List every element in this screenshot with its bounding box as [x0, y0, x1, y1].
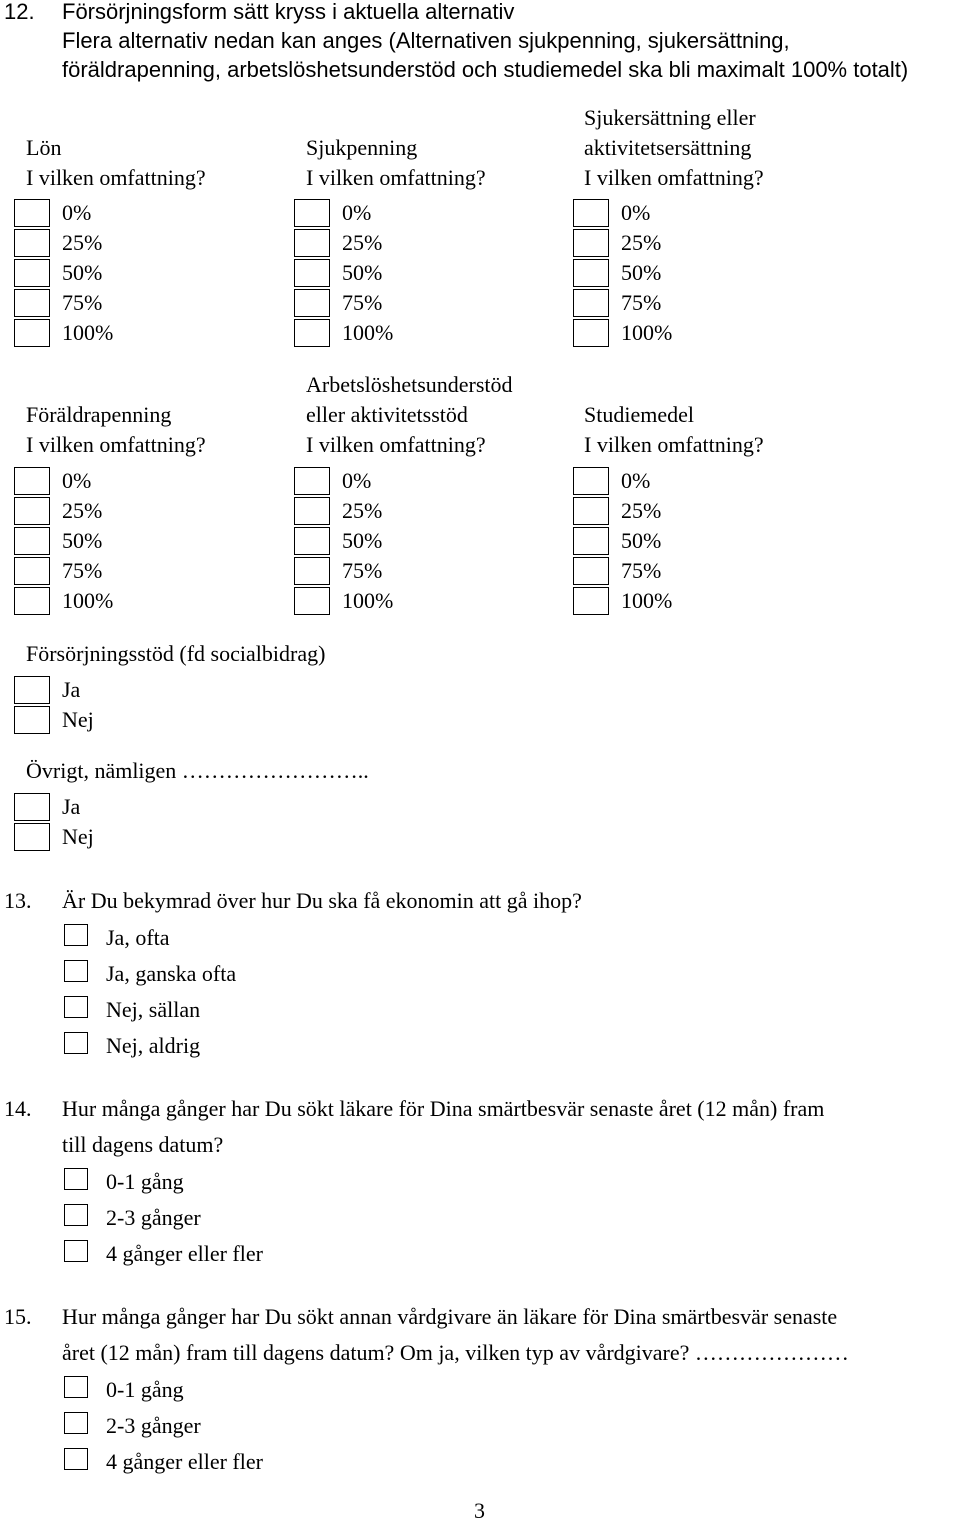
checkbox[interactable] — [14, 587, 50, 615]
option-label: 100% — [342, 588, 394, 613]
checkbox[interactable] — [14, 199, 50, 227]
checkbox[interactable] — [294, 497, 330, 525]
group-sjukpenning-question: I vilken omfattning? — [306, 165, 486, 190]
option-label: 75% — [621, 290, 662, 315]
checkbox[interactable] — [294, 587, 330, 615]
option-label: 25% — [342, 230, 383, 255]
option-label: 0-1 gång — [106, 1169, 184, 1194]
checkbox[interactable] — [64, 1240, 88, 1262]
q12-title: Försörjningsform sätt kryss i aktuella alternativ — [62, 0, 515, 24]
option-label: 4 gånger eller fler — [106, 1449, 263, 1474]
option-label: Nej — [62, 707, 94, 732]
option-label: 25% — [62, 498, 103, 523]
checkbox[interactable] — [294, 319, 330, 347]
checkbox[interactable] — [14, 823, 50, 851]
option-label: 75% — [62, 290, 103, 315]
q12-note-line2: föräldrapenning, arbetslöshetsunderstöd och studiemedel ska bli maximalt 100% totalt) — [62, 57, 909, 82]
option-label: 0% — [62, 468, 92, 493]
group-arbetsloshet-question: I vilken omfattning? — [306, 432, 486, 457]
group-studiemedel-question: I vilken omfattning? — [584, 432, 764, 457]
checkbox[interactable] — [14, 319, 50, 347]
q15-number: 15. — [4, 1304, 32, 1329]
checkbox[interactable] — [573, 497, 609, 525]
checkbox[interactable] — [64, 1204, 88, 1226]
option-label: Ja — [62, 677, 81, 702]
q12-note-line1: Flera alternativ nedan kan anges (Alternativen sjukpenning, sjukersättning, — [62, 28, 790, 53]
option-label: Ja, ofta — [106, 925, 170, 950]
option-label: 100% — [621, 320, 673, 345]
checkbox[interactable] — [294, 229, 330, 257]
option-label: Ja, ganska ofta — [106, 961, 237, 986]
group-foraldrapenning-question: I vilken omfattning? — [26, 432, 206, 457]
checkbox[interactable] — [14, 259, 50, 287]
option-label: 50% — [62, 260, 103, 285]
checkbox[interactable] — [64, 924, 88, 946]
option-label: 25% — [62, 230, 103, 255]
option-label: 25% — [621, 230, 662, 255]
checkbox[interactable] — [573, 259, 609, 287]
option-label: 75% — [62, 558, 103, 583]
group-arbetsloshet-title-line1: Arbetslöshetsunderstöd — [306, 372, 513, 397]
option-label: 100% — [342, 320, 394, 345]
option-label: 100% — [62, 320, 114, 345]
option-label: Nej, aldrig — [106, 1033, 201, 1058]
option-label: 75% — [342, 290, 383, 315]
option-label: 0% — [342, 468, 372, 493]
checkbox[interactable] — [294, 259, 330, 287]
checkbox[interactable] — [294, 289, 330, 317]
option-label: Nej — [62, 824, 94, 849]
checkbox[interactable] — [64, 1376, 88, 1398]
checkbox[interactable] — [64, 1412, 88, 1434]
option-label: 75% — [621, 558, 662, 583]
checkbox[interactable] — [64, 996, 88, 1018]
option-label: 50% — [342, 260, 383, 285]
checkbox[interactable] — [64, 1168, 88, 1190]
checkbox[interactable] — [573, 557, 609, 585]
q15-line1: Hur många gånger har Du sökt annan vårdgivare än läkare för Dina smärtbesvär senaste — [62, 1304, 838, 1329]
option-label: 4 gånger eller fler — [106, 1241, 263, 1266]
option-label: 50% — [621, 260, 662, 285]
q14-line1: Hur många gånger har Du sökt läkare för Dina smärtbesvär senaste året (12 mån) fram — [62, 1096, 825, 1121]
checkbox[interactable] — [573, 587, 609, 615]
checkbox[interactable] — [14, 706, 50, 734]
forsorjningsstod-title: Försörjningsstöd (fd socialbidrag) — [26, 641, 326, 666]
checkbox[interactable] — [14, 793, 50, 821]
option-label: 2-3 gånger — [106, 1205, 201, 1230]
checkbox[interactable] — [14, 497, 50, 525]
q15-line2: året (12 mån) fram till dagens datum? Om ja, vilken typ av vårdgivare? ………………… — [62, 1340, 849, 1365]
group-lon-question: I vilken omfattning? — [26, 165, 206, 190]
option-label: Nej, sällan — [106, 997, 201, 1022]
option-label: 2-3 gånger — [106, 1413, 201, 1438]
checkbox[interactable] — [294, 467, 330, 495]
group-sjukersattning-question: I vilken omfattning? — [584, 165, 764, 190]
checkbox[interactable] — [14, 289, 50, 317]
checkbox[interactable] — [14, 229, 50, 257]
group-studiemedel-title: Studiemedel — [584, 402, 694, 427]
option-label: 50% — [342, 528, 383, 553]
checkbox[interactable] — [294, 527, 330, 555]
page-number: 3 — [474, 1498, 485, 1523]
group-sjukersattning-title-line1: Sjukersättning eller — [584, 105, 756, 130]
option-label: 0-1 gång — [106, 1377, 184, 1402]
checkbox[interactable] — [64, 960, 88, 982]
checkbox[interactable] — [294, 199, 330, 227]
option-label: 75% — [342, 558, 383, 583]
option-label: 0% — [621, 200, 651, 225]
q13-text: Är Du bekymrad över hur Du ska få ekonomin att gå ihop? — [62, 888, 582, 913]
option-label: Ja — [62, 794, 81, 819]
checkbox[interactable] — [14, 676, 50, 704]
option-label: 0% — [62, 200, 92, 225]
checkbox[interactable] — [573, 319, 609, 347]
q12-number: 12. — [4, 0, 35, 24]
option-label: 100% — [621, 588, 673, 613]
checkbox[interactable] — [64, 1448, 88, 1470]
q13-number: 13. — [4, 888, 32, 913]
checkbox[interactable] — [294, 557, 330, 585]
q14-number: 14. — [4, 1096, 32, 1121]
option-label: 50% — [621, 528, 662, 553]
checkbox[interactable] — [64, 1032, 88, 1054]
checkbox[interactable] — [573, 527, 609, 555]
checkbox[interactable] — [14, 557, 50, 585]
option-label: 50% — [62, 528, 103, 553]
checkbox[interactable] — [573, 199, 609, 227]
checkbox[interactable] — [14, 467, 50, 495]
group-arbetsloshet-title-line2: eller aktivitetsstöd — [306, 402, 468, 427]
checkbox[interactable] — [573, 467, 609, 495]
option-label: 0% — [342, 200, 372, 225]
option-label: 25% — [621, 498, 662, 523]
group-sjukersattning-title-line2: aktivitetsersättning — [584, 135, 752, 160]
q14-line2: till dagens datum? — [62, 1132, 224, 1157]
checkbox[interactable] — [14, 527, 50, 555]
checkbox[interactable] — [573, 229, 609, 257]
option-label: 25% — [342, 498, 383, 523]
checkbox[interactable] — [573, 289, 609, 317]
ovrigt-title: Övrigt, nämligen …………………….. — [26, 758, 369, 783]
group-foraldrapenning-title: Föräldrapenning — [26, 402, 172, 427]
option-label: 100% — [62, 588, 114, 613]
option-label: 0% — [621, 468, 651, 493]
group-lon-title: Lön — [26, 135, 62, 160]
group-sjukpenning-title: Sjukpenning — [306, 135, 418, 160]
